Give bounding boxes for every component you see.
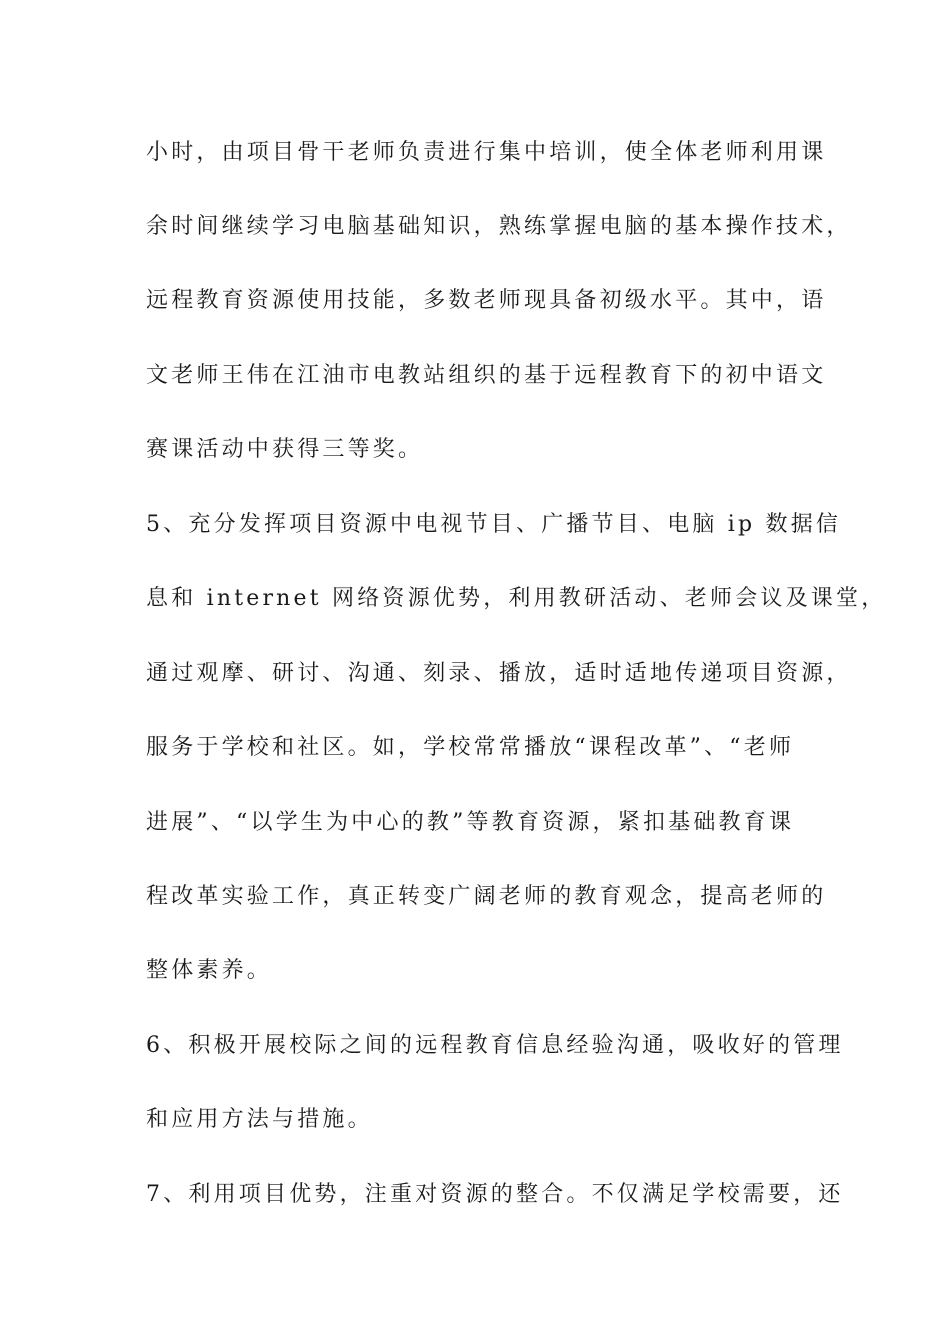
text-line: 通过观摩、研讨、沟通、刻录、播放，适时适地传递项目资源， [146, 661, 852, 686]
text-line: 服务于学校和社区。如，学校常常播放“课程改革”、“老师 [146, 735, 795, 760]
text-line: 程改革实验工作，真正转变广阔老师的教育观念，提高老师的 [146, 884, 827, 909]
text-line: 进展”、“以学生为中心的教”等教育资源，紧扣基础教育课 [146, 810, 795, 835]
text-line: 文老师王伟在江油市电教站组织的基于远程教育下的初中语文 [146, 363, 827, 388]
text-line: 远程教育资源使用技能，多数老师现具备初级水平。其中，语 [146, 288, 827, 313]
text-line: 和应用方法与措施。 [146, 1107, 373, 1132]
text-line: 7、利用项目优势，注重对资源的整合。不仅满足学校需要，还 [146, 1182, 844, 1207]
text-line: 6、积极开展校际之间的远程教育信息经验沟通，吸收好的管理 [146, 1033, 844, 1058]
text-line: 小时，由项目骨干老师负责进行集中培训，使全体老师利用课 [146, 140, 827, 165]
text-line: 余时间继续学习电脑基础知识，熟练掌握电脑的基本操作技术， [146, 214, 852, 239]
text-line: 整体素养。 [146, 958, 273, 983]
text-line: 5、充分发挥项目资源中电视节目、广播节目、电脑 ip 数据信 [146, 512, 842, 537]
text-line: 息和 internet 网络资源优势，利用教研活动、老师会议及课堂， [146, 586, 887, 611]
text-line: 赛课活动中获得三等奖。 [146, 437, 424, 462]
